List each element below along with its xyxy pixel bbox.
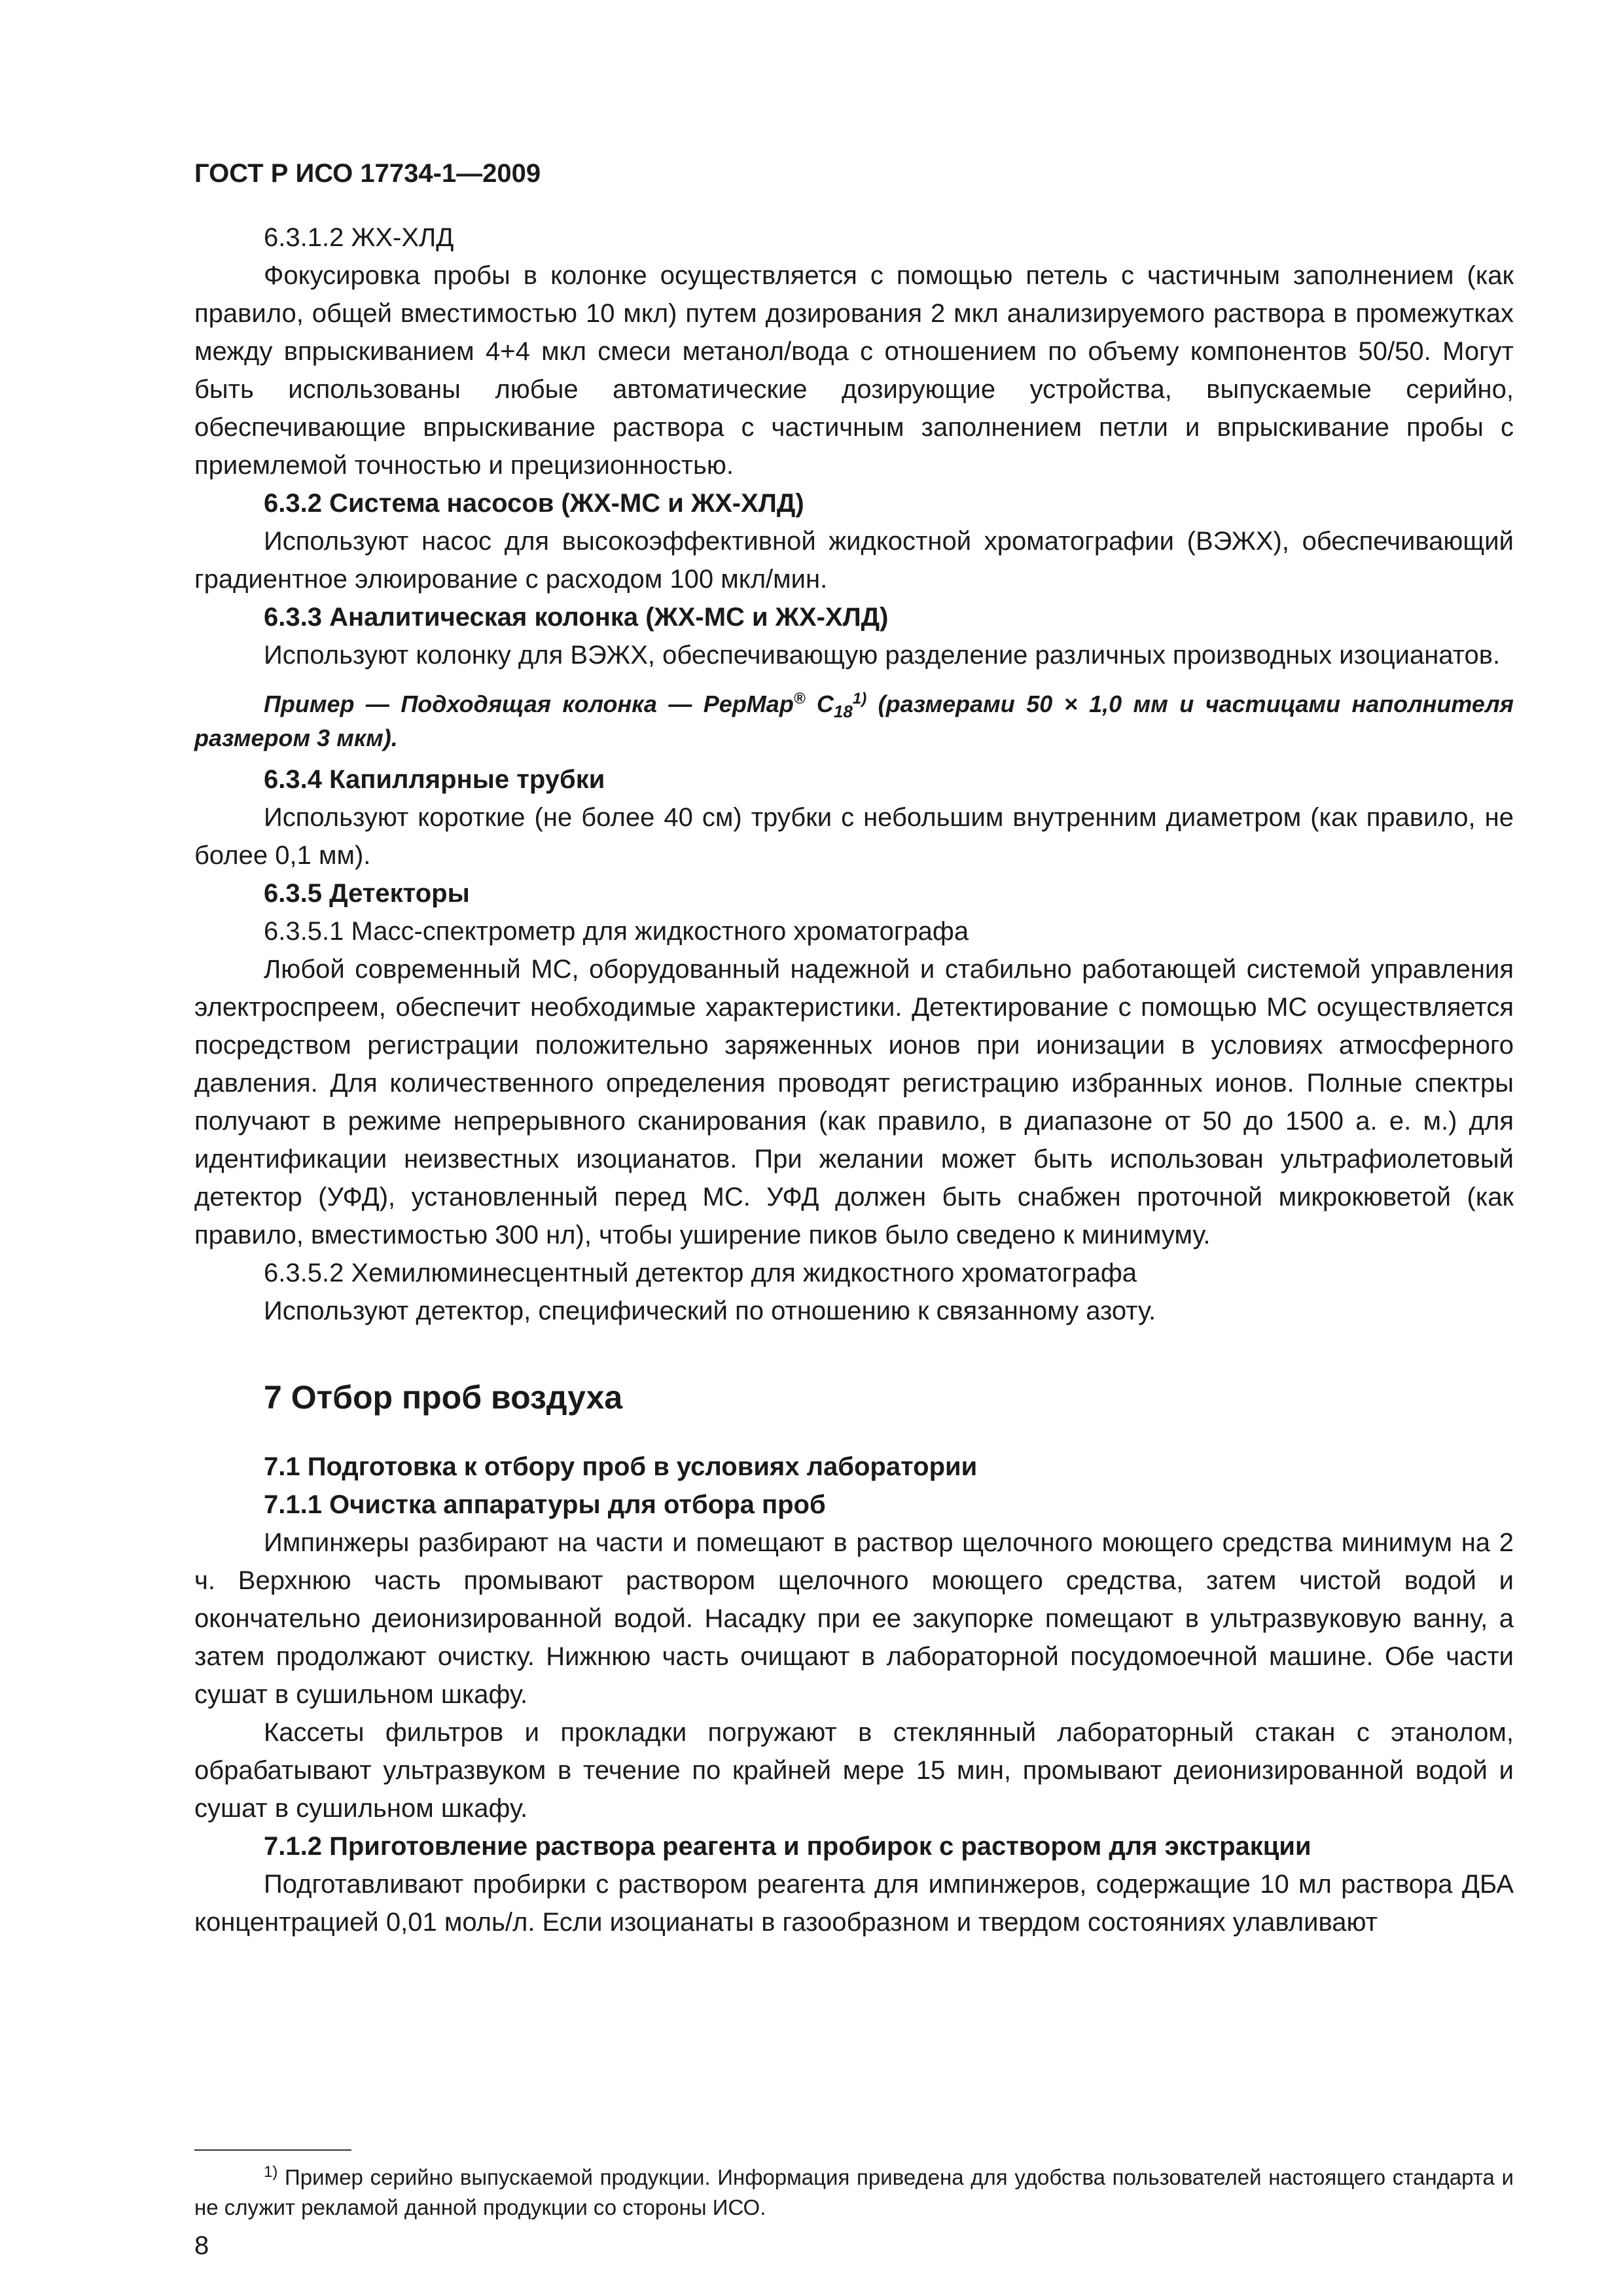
footnote-divider <box>194 2149 351 2151</box>
section-heading-7-1-2: 7.1.2 Приготовление раствора реагента и пробирок с раствором для экстракции <box>264 1832 1311 1861</box>
paragraph-filter-cassettes: Кассеты фильтров и прокладки погружают в стеклянный лабораторный стакан с этанолом, обрабатывают ультразвуком в течение по крайней мере 15 мин, промывают деионизированной водой и сушат в сушильном шкафу. <box>194 1718 1514 1823</box>
paragraph-analytical-column: Используют колонку для ВЭЖХ, обеспечивающую разделение различных производных изоцианатов. <box>264 641 1501 670</box>
document-header: ГОСТ Р ИСО 17734-1—2009 <box>194 159 541 188</box>
paragraph-capillary-tubes: Используют короткие (не более 40 см) трубки с небольшим внутренним диаметром (как правило, не более 0,1 мм). <box>194 803 1514 870</box>
example-suffix: (размерами 50 × 1,0 мм и частицами наполнителя размером 3 мкм). <box>194 691 1514 751</box>
section-heading-6-3-3: 6.3.3 Аналитическая колонка (ЖХ-МС и ЖХ-ХЛД) <box>264 603 889 632</box>
section-heading-7-1-1: 7.1.1 Очистка аппаратуры для отбора проб <box>264 1490 826 1519</box>
section-heading-6-3-4: 6.3.4 Капиллярные трубки <box>264 765 605 794</box>
example-sub: 18 <box>833 702 853 722</box>
paragraph-ms-detector: Любой современный МС, оборудованный надежной и стабильно работающей системой управления электроспреем, обеспечит необходимые характеристики. Детектирование с помощью МС осуществляется посредством регистрации положительно заряженных ионов при ионизации в условиях атмосферного давления. Для количественного определения проводят регистрацию избранных ионов. Полные спектры получают в режиме непрерывного сканирования (как правило, в диапазоне от 50 до 1500 а. е. м.) для идентификации неизвестных изоцианатов. При желании может быть использован ультрафиолетовый детектор (УФД), установленный перед МС. УФД должен быть снабжен проточной микрокюветой (как правило, вместимостью 300 нл), чтобы уширение пиков было сведено к минимуму. <box>194 955 1514 1249</box>
chapter-heading-7: 7 Отбор проб воздуха <box>264 1379 623 1416</box>
example-prefix: Пример — Подходящая колонка — PepMap <box>264 691 794 717</box>
section-heading-6-3-2: 6.3.2 Система насосов (ЖХ-МС и ЖХ-ХЛД) <box>264 489 804 518</box>
footnote-marker: 1) <box>264 2163 278 2181</box>
paragraph-6-3-5-1-title: 6.3.5.1 Масс-спектрометр для жидкостного хроматографа <box>264 917 969 946</box>
paragraph-sample-focusing: Фокусировка пробы в колонке осуществляется с помощью петель с частичным заполнением (как правило, общей вместимостью 10 мкл) путем дозирования 2 мкл анализируемого раствора в промежутках между впрыскиванием 4+4 мкл смеси метанол/вода с отношением по объему компонентов 50/50. Могут быть использованы любые автоматические дозирующие устройства, выпускаемые серийно, обеспечивающие впрыскивание раствора с частичным заполнением петли и впрыскивание пробы с приемлемой точностью и прецизионностью. <box>194 261 1514 480</box>
paragraph-cld-detector: Используют детектор, специфический по отношению к связанному азоту. <box>264 1297 1156 1325</box>
page-content <box>194 154 1514 1941</box>
footnote <box>194 2162 1514 2223</box>
example-note <box>194 687 1514 755</box>
footnote-ref[interactable]: 1) <box>852 690 867 708</box>
paragraph-6-3-5-2-title: 6.3.5.2 Хемилюминесцентный детектор для жидкостного хроматографа <box>264 1259 1137 1287</box>
paragraph-impinger-cleaning: Импинжеры разбирают на части и помещают в раствор щелочного моющего средства минимум на 2 ч. Верхнюю часть промывают раствором щелочного моющего средства, затем чистой водой и окончательно деионизированной водой. Насадку при ее закупорке помещают в ультразвуковую ванну, а затем продолжают очистку. Нижнюю часть очищают в лабораторной посудомоечной машине. Обе части сушат в сушильном шкафу. <box>194 1528 1514 1709</box>
registered-mark: ® <box>793 690 806 708</box>
page-number: 8 <box>194 2231 209 2260</box>
footnote-text: Пример серийно выпускаемой продукции. Информация приведена для удобства пользователей настоящего стандарта и не служит рекламой данной продукции со стороны ИСО. <box>194 2165 1514 2219</box>
paragraph-6-3-1-2-title: 6.3.1.2 ЖХ-ХЛД <box>264 223 454 252</box>
paragraph-pump-system: Используют насос для высокоэффективной жидкостной хроматографии (ВЭЖХ), обеспечивающий градиентное элюирование с расходом 100 мкл/мин. <box>194 527 1514 594</box>
example-c: C <box>816 691 834 717</box>
section-heading-7-1: 7.1 Подготовка к отбору проб в условиях лаборатории <box>264 1452 978 1481</box>
section-heading-6-3-5: 6.3.5 Детекторы <box>264 879 470 908</box>
paragraph-reagent-preparation: Подготавливают пробирки с раствором реагента для импинжеров, содержащие 10 мл раствора ДБА концентрацией 0,01 моль/л. Если изоцианаты в газообразном и твердом состояниях улавливают <box>194 1870 1514 1937</box>
